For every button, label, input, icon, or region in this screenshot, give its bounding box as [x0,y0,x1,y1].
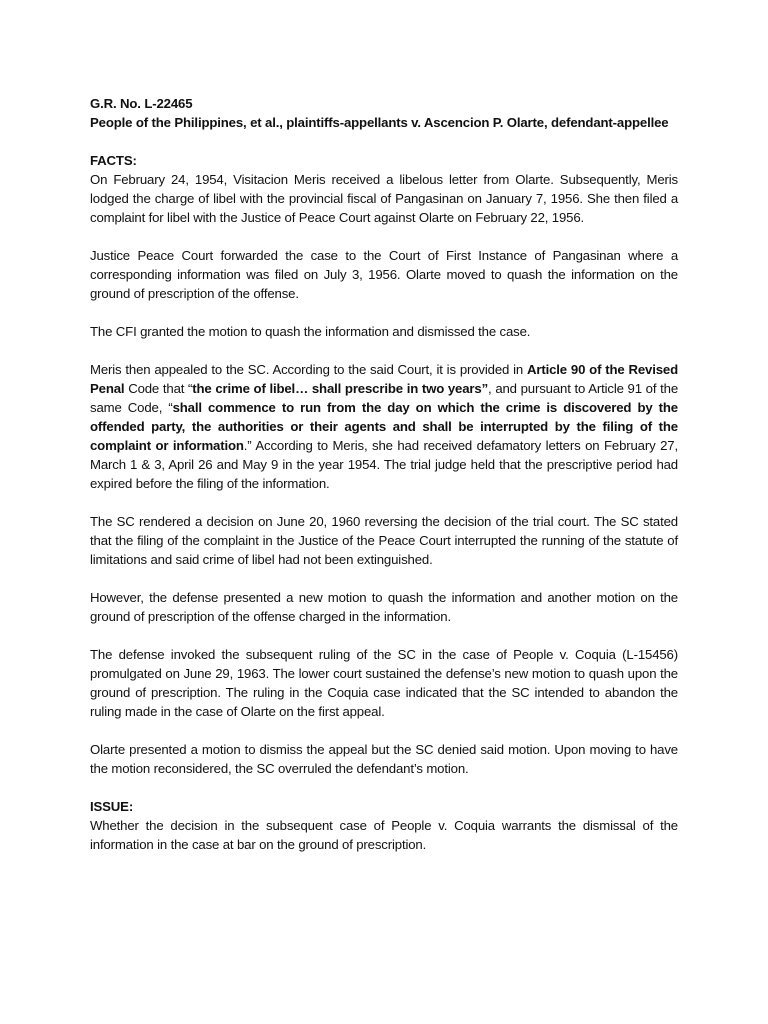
p4-text-2: Code that “ [124,381,193,396]
p4-text-3: , and pursuant to Article 91 of the same Code, “ [90,381,679,415]
p4-text-4: .” According to Meris, she had received defamatory letters on February 27, March 1 & 3, April 26 and May 9 in the year 1954. The trial judge held that the prescriptive period had expired before the filing of the information. [90,438,678,491]
p4-bold-article-90: Article 90 of the Revised Penal [90,362,678,396]
facts-paragraph-1: On February 24, 1954, Visitacion Meris received a libelous letter from Olarte. Subsequently, Meris lodged the charge of libel with the provincial fiscal of Pangasinan on January 7, 1956. She then filed a complaint for libel with the Justice of Peace Court against Olarte on February 22, 1956. [90,172,678,225]
facts-paragraph-4 [90,360,678,493]
facts-paragraph-7: The defense invoked the subsequent ruling of the SC in the case of People v. Coquia (L-15456) promulgated on June 29, 1963. The lower court sustained the defense’s new motion to quash upon the ground of prescription. The ruling in the Coquia case indicated that the SC intended to abandon the ruling made in the case of Olarte on the first appeal. [90,647,678,719]
p4-bold-quote-2: shall commence to run from the day on which the crime is discovered by the offended party, the authorities or their agents and shall be interrupted by the filing of the complaint or information [90,400,678,453]
case-number: G.R. No. L-22465 [90,96,193,111]
facts-heading: FACTS: [90,153,137,168]
facts-paragraph-6: However, the defense presented a new motion to quash the information and another motion on the ground of prescription of the offense charged in the information. [90,590,678,624]
document-body [90,94,678,873]
facts-paragraph-3: The CFI granted the motion to quash the information and dismissed the case. [90,324,531,339]
facts-paragraph-2: Justice Peace Court forwarded the case to the Court of First Instance of Pangasinan where a corresponding information was filed on July 3, 1956. Olarte moved to quash the information on the ground of prescription of the offense. [90,248,678,301]
case-title: People of the Philippines, et al., plaintiffs-appellants v. Ascencion P. Olarte, defendant-appellee [90,115,669,130]
issue-paragraph: Whether the decision in the subsequent case of People v. Coquia warrants the dismissal of the information in the case at bar on the ground of prescription. [90,818,678,852]
p4-text-1: Meris then appealed to the SC. According to the said Court, it is provided in [90,362,527,377]
facts-paragraph-8: Olarte presented a motion to dismiss the appeal but the SC denied said motion. Upon moving to have the motion reconsidered, the SC overruled the defendant’s motion. [90,742,678,776]
issue-heading: ISSUE: [90,799,134,814]
facts-paragraph-5: The SC rendered a decision on June 20, 1960 reversing the decision of the trial court. The SC stated that the filing of the complaint in the Justice of the Peace Court interrupted the running of the statute of limitations and said crime of libel had not been extinguished. [90,514,678,567]
p4-bold-quote-1: the crime of libel… shall prescribe in two years” [192,381,489,396]
